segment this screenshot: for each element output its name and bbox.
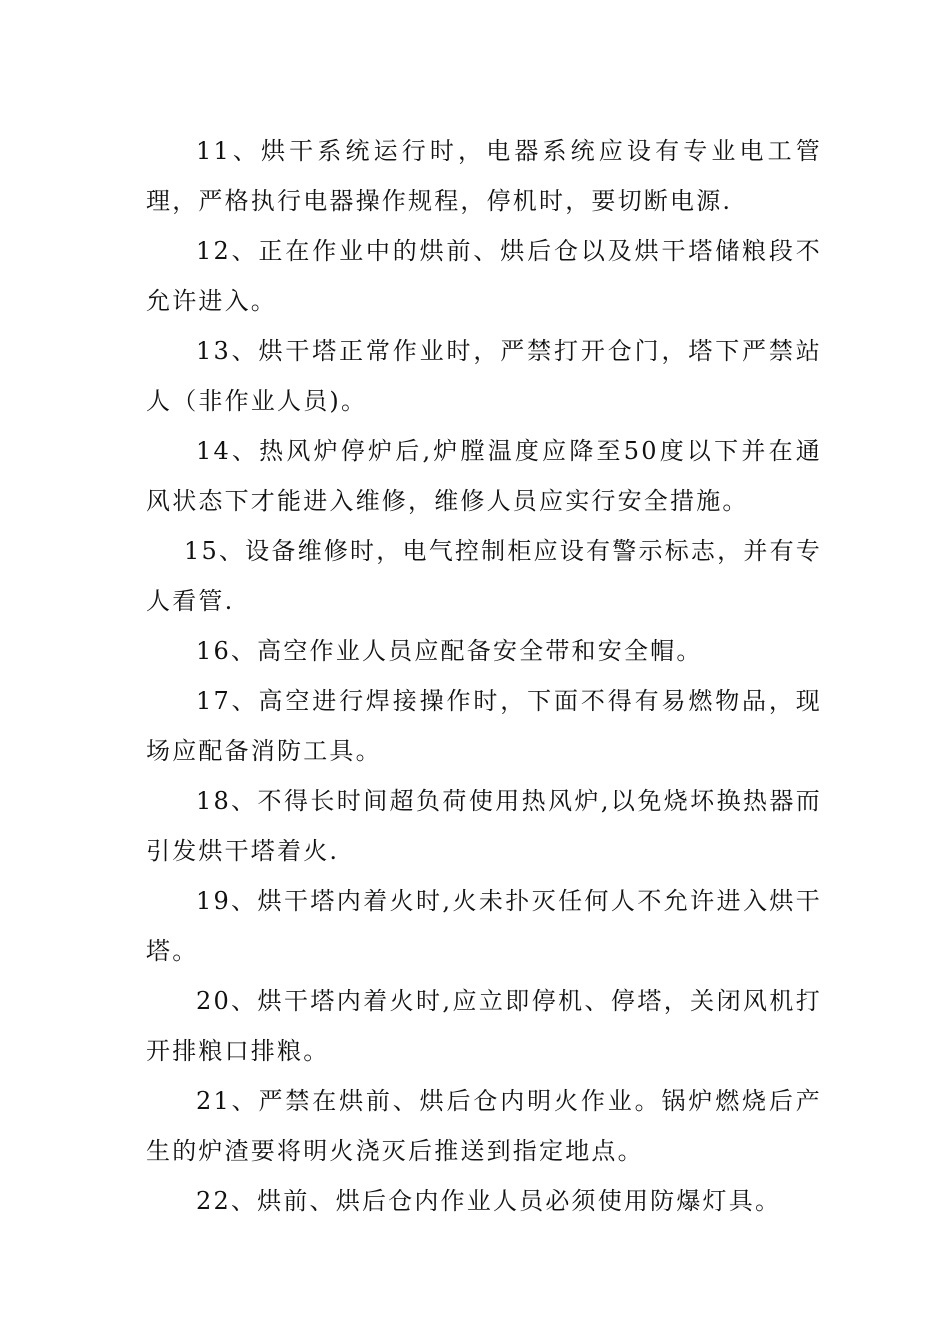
rule-item-22: 22、烘前、烘后仓内作业人员必须使用防爆灯具。	[196, 1187, 782, 1215]
rule-item-12: 12、正在作业中的烘前、烘后仓以及烘干塔储粮段不允许进入。	[146, 237, 822, 315]
rule-item-14: 14、热风炉停炉后,炉膛温度应降至50度以下并在通风状态下才能进入维修，维修人员应实行安全措施。	[146, 437, 822, 515]
rule-item-16: 16、高空作业人员应配备安全带和安全帽。	[196, 637, 703, 665]
rule-item-13: 13、烘干塔正常作业时，严禁打开仓门，塔下严禁站人（非作业人员)。	[146, 337, 822, 415]
rule-item-15: 15、设备维修时，电气控制柜应设有警示标志，并有专人看管.	[146, 537, 822, 615]
rule-item-11: 11、烘干系统运行时，电器系统应设有专业电工管理，严格执行电器操作规程，停机时，要切断电源.	[146, 137, 822, 215]
rule-item-17: 17、高空进行焊接操作时，下面不得有易燃物品，现场应配备消防工具。	[146, 687, 822, 765]
rule-item-20: 20、烘干塔内着火时,应立即停机、停塔，关闭风机打开排粮口排粮。	[146, 987, 822, 1065]
rule-item-18: 18、不得长时间超负荷使用热风炉,以免烧坏换热器而引发烘干塔着火.	[146, 787, 822, 865]
document-body	[146, 126, 822, 1226]
rule-item-19: 19、烘干塔内着火时,火未扑灭任何人不允许进入烘干塔。	[146, 887, 822, 965]
rule-item-21: 21、严禁在烘前、烘后仓内明火作业。锅炉燃烧后产生的炉渣要将明火浇灭后推送到指定地点。	[146, 1087, 822, 1165]
